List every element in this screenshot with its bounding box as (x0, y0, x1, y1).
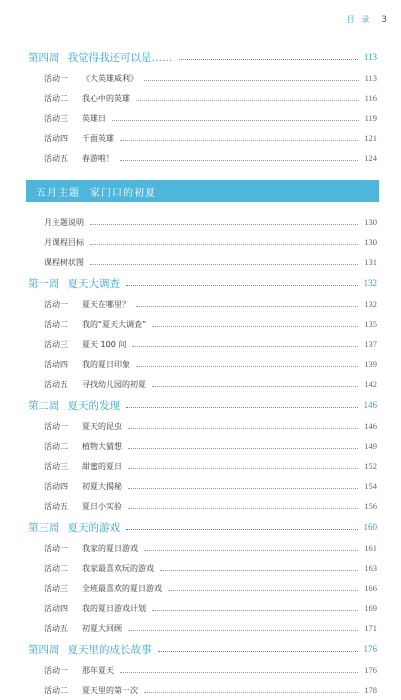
dot-leader (152, 326, 358, 327)
toc-activity-row[interactable] (28, 294, 377, 314)
week-number: 第四周 (28, 52, 60, 64)
activity-number: 活动五 (44, 623, 68, 633)
activity-title: 植物大猜想 (82, 441, 122, 451)
page-ref: 161 (364, 543, 377, 553)
activity-title: 英雄日 (82, 113, 106, 123)
month-item-title: 月课程目标 (44, 237, 84, 247)
page-ref: 130 (364, 217, 377, 227)
dot-leader (144, 80, 359, 81)
banner-title: 家门口的初夏 (90, 187, 156, 199)
toc-week-heading[interactable] (28, 272, 377, 294)
week-number: 第二周 (28, 400, 60, 412)
page-header (347, 14, 387, 25)
dot-leader (136, 306, 358, 307)
week-title: 夏天大调查 (67, 278, 120, 290)
activity-number: 活动二 (44, 441, 68, 451)
activity-number: 活动三 (44, 113, 68, 123)
dot-leader (152, 610, 358, 611)
toc-week-heading[interactable] (28, 46, 377, 68)
activity-number: 活动三 (44, 461, 68, 471)
dot-leader (126, 285, 358, 286)
dot-leader (136, 100, 359, 101)
activity-number: 活动四 (44, 359, 68, 369)
activity-title: 全班最喜欢的夏日游戏 (82, 583, 162, 593)
activity-number: 活动二 (44, 319, 68, 329)
header-title: 目 录 (346, 15, 372, 24)
activity-title: 千面英雄 (82, 133, 114, 143)
page-ref: 160 (363, 522, 377, 532)
toc-activity-row[interactable] (28, 436, 377, 456)
activity-title: 我家最喜欢玩的游戏 (82, 563, 154, 573)
page-ref: 137 (364, 339, 377, 349)
page-ref: 146 (364, 421, 377, 431)
activity-number: 活动五 (44, 379, 68, 389)
activity-title: 我心中的英雄 (82, 93, 130, 103)
toc-activity-row[interactable] (28, 660, 377, 680)
month-item-title: 月主题说明 (44, 217, 84, 227)
page-ref: 124 (364, 153, 377, 163)
activity-number: 活动二 (44, 93, 68, 103)
dot-leader (144, 550, 358, 551)
page-ref: 132 (364, 299, 377, 309)
toc-activity-row[interactable] (28, 598, 377, 618)
dot-leader (90, 264, 358, 265)
activity-number: 活动四 (44, 133, 68, 143)
toc-activity-row[interactable] (28, 618, 377, 638)
dot-leader (126, 529, 358, 530)
page-ref: 116 (364, 93, 377, 103)
toc-activity-row[interactable] (28, 354, 377, 374)
table-of-contents (28, 46, 377, 700)
toc-month-item[interactable] (28, 212, 377, 232)
activity-title: 春游啦！ (82, 153, 114, 163)
week-title: 夏天的发现 (67, 400, 120, 412)
toc-activity-row[interactable] (28, 558, 377, 578)
activity-title: 我的夏日印象 (82, 359, 130, 369)
week-number: 第四周 (28, 644, 60, 656)
page-ref: 146 (363, 400, 377, 410)
page-ref: 169 (364, 603, 377, 613)
toc-activity-row[interactable] (28, 314, 377, 334)
activity-number: 活动二 (44, 563, 68, 573)
dot-leader (112, 120, 359, 121)
activity-title: 夏天的昆虫 (82, 421, 122, 431)
activity-number: 活动三 (44, 583, 68, 593)
dot-leader (120, 140, 358, 141)
toc-week-heading[interactable] (28, 394, 377, 416)
dot-leader (158, 651, 358, 652)
page-ref: 166 (364, 583, 377, 593)
page-ref: 142 (364, 379, 377, 389)
toc-activity-row[interactable] (28, 456, 377, 476)
toc-activity-row[interactable] (28, 88, 377, 108)
dot-leader (90, 224, 358, 225)
activity-title: 寻找幼儿园的初夏 (82, 379, 146, 389)
activity-title: 那年夏天 (82, 665, 114, 675)
dot-leader (120, 160, 358, 161)
activity-title: 夏天在哪里？ (82, 299, 130, 309)
activity-title: 夏天 100 问 (82, 339, 127, 349)
page-number: 3 (381, 14, 387, 25)
week-number: 第一周 (28, 278, 60, 290)
toc-activity-row[interactable] (28, 578, 377, 598)
dot-leader (120, 672, 358, 673)
dot-leader (160, 570, 358, 571)
page-ref: 154 (364, 481, 377, 491)
dot-leader (152, 386, 358, 387)
activity-number: 活动四 (44, 603, 68, 613)
page-ref: 132 (363, 278, 377, 288)
activity-title: 我的夏日游戏计划 (82, 603, 146, 613)
activity-number: 活动一 (44, 665, 68, 675)
page-ref: 176 (364, 665, 377, 675)
dot-leader (90, 244, 358, 245)
toc-month-item[interactable] (28, 232, 377, 252)
activity-title: 我家的夏日游戏 (82, 543, 138, 553)
activity-number: 活动一 (44, 543, 68, 553)
toc-activity-row[interactable] (28, 476, 377, 496)
toc-activity-row[interactable] (28, 496, 377, 516)
activity-number: 活动五 (44, 501, 68, 511)
page-ref: 131 (364, 257, 377, 267)
page-ref: 113 (363, 52, 377, 62)
page-ref: 152 (364, 461, 377, 471)
activity-title: 夏日小实验 (82, 501, 122, 511)
page-ref: 163 (364, 563, 377, 573)
toc-month-item[interactable] (28, 252, 377, 272)
dot-leader (128, 508, 358, 509)
page-ref: 176 (363, 644, 377, 654)
week-title: 夏天里的成长故事 (67, 644, 152, 656)
week-title: 夏天的游戏 (67, 522, 120, 534)
toc-activity-row[interactable] (28, 128, 377, 148)
week-title: 我觉得我还可以是…… (67, 52, 173, 64)
dot-leader (128, 488, 358, 489)
toc-activity-row[interactable] (28, 538, 377, 558)
dot-leader (126, 407, 358, 408)
page-ref: 178 (364, 685, 377, 695)
activity-number: 活动四 (44, 481, 68, 491)
activity-number: 活动一 (44, 421, 68, 431)
dot-leader (128, 448, 358, 449)
activity-number: 活动五 (44, 153, 68, 163)
toc-activity-row[interactable] (28, 680, 377, 700)
dot-leader (136, 366, 358, 367)
month-theme-banner (26, 180, 379, 202)
toc-activity-row[interactable] (28, 334, 377, 354)
page-ref: 139 (364, 359, 377, 369)
toc-week-heading[interactable] (28, 638, 377, 660)
activity-title: 我的“夏天大调查” (82, 319, 147, 329)
activity-title: 《大英雄威利》 (82, 73, 138, 83)
page-ref: 135 (364, 319, 377, 329)
page-ref: 121 (364, 133, 377, 143)
week-number: 第三周 (28, 522, 60, 534)
page-ref: 113 (364, 73, 377, 83)
banner-theme: 五月主题 (36, 187, 80, 199)
page-ref: 149 (364, 441, 377, 451)
dot-leader (128, 630, 358, 631)
toc-activity-row[interactable] (28, 416, 377, 436)
toc-activity-row[interactable] (28, 148, 377, 168)
month-item-title: 课程树状图 (44, 257, 84, 267)
toc-activity-row[interactable] (28, 68, 377, 88)
dot-leader (168, 590, 358, 591)
dot-leader (144, 692, 358, 693)
dot-leader (128, 468, 358, 469)
activity-title: 初夏大揭秘 (82, 481, 122, 491)
activity-number: 活动一 (44, 299, 68, 309)
activity-number: 活动三 (44, 339, 68, 349)
dot-leader (128, 428, 358, 429)
toc-week-heading[interactable] (28, 516, 377, 538)
page-ref: 156 (364, 501, 377, 511)
page-ref: 171 (364, 623, 377, 633)
toc-activity-row[interactable] (28, 374, 377, 394)
activity-title: 夏天里的第一次 (82, 685, 138, 695)
page-ref: 119 (364, 113, 377, 123)
activity-number: 活动一 (44, 73, 68, 83)
dot-leader (132, 346, 358, 347)
dot-leader (179, 59, 358, 60)
activity-number: 活动二 (44, 685, 68, 695)
activity-title: 甜蜜的夏日 (82, 461, 122, 471)
toc-activity-row[interactable] (28, 108, 377, 128)
page-ref: 130 (364, 237, 377, 247)
activity-title: 初夏大回顾 (82, 623, 122, 633)
